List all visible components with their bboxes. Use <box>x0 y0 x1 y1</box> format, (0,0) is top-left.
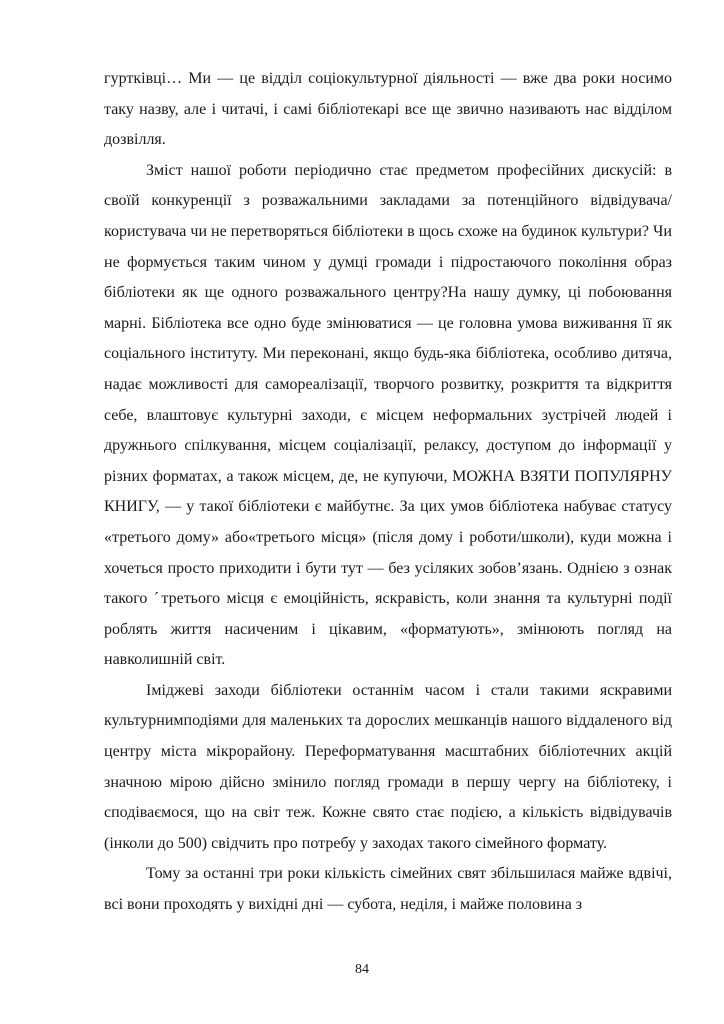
paragraph-family-holidays: Тому за останні три роки кількість сімейних свят збільшилася майже вдвічі, всі вони проходять у вихідні дні — субота, неділя, і майже половина з <box>104 865 672 914</box>
body-text <box>104 64 672 921</box>
paragraph-continuation: гуртківці… Ми — це відділ соціокультурної діяльності — вже два роки носимо таку назву, але і читачі, і самі бібліотекарі все ще звично називають нас відділом дозвілля. <box>104 70 672 149</box>
paragraph-professional-discussions: Зміст нашої роботи періодично стає предметом професійних дискусій: в своїй конкуренції з розважальними закладами за потенційного відвідувача/користувача чи не перетворяться бібліотеки в щось схоже на будинок культури? Чи не формується таким чином у думці громади і підростаючого покоління образ бібліотеки як ще одного розважального центру?На нашу думку, ці побоювання марні. Бібліотека все одно буде змінюватися — це головна умова виживання її як соціального інституту. Ми переконані, якщо будь-яка бібліотека, особливо дитяча, надає можливості для самореалізації, творчого розвитку, розкриття та відкриття себе, влаштовує культурні заходи, є місцем неформальних зустрічей людей і дружнього спілкування, місцем соціалізації, релаксу, доступом до інформації у різних форматах, а також місцем, де, не купуючи, МОЖНА ВЗЯТИ ПОПУЛЯРНУ КНИГУ, — у такої бібліотеки є майбутнє. За цих умов бібліотека набуває статусу «третього дому» або«третього місця» (після дому і роботи/школи), куди можна і хочеться просто приходити і бути тут — без усіляких зобов’язань. Однією з ознак такого ˊтретього місця є емоційність, яскравість, коли знання та культурні події роблять життя насиченим і цікавим, «форматують», змінюють погляд на навколишній світ. <box>104 161 672 669</box>
page-number: 84 <box>355 962 369 977</box>
paragraph-image-events: Іміджеві заходи бібліотеки останнім часом і стали такими яскравими культурнимподіями для маленьких та дорослих мешканців нашого віддаленого від центру міста мікрорайону. Переформатування масштабних бібліотечних акцій значною мірою дійсно змінило погляд громади в першу чергу на бібліотеку, і сподіваємося, що на світ теж. Кожне свято стає подією, а кількість відвідувачів (інколи до 500) свідчить про потребу у заходах такого сімейного формату. <box>104 681 672 852</box>
